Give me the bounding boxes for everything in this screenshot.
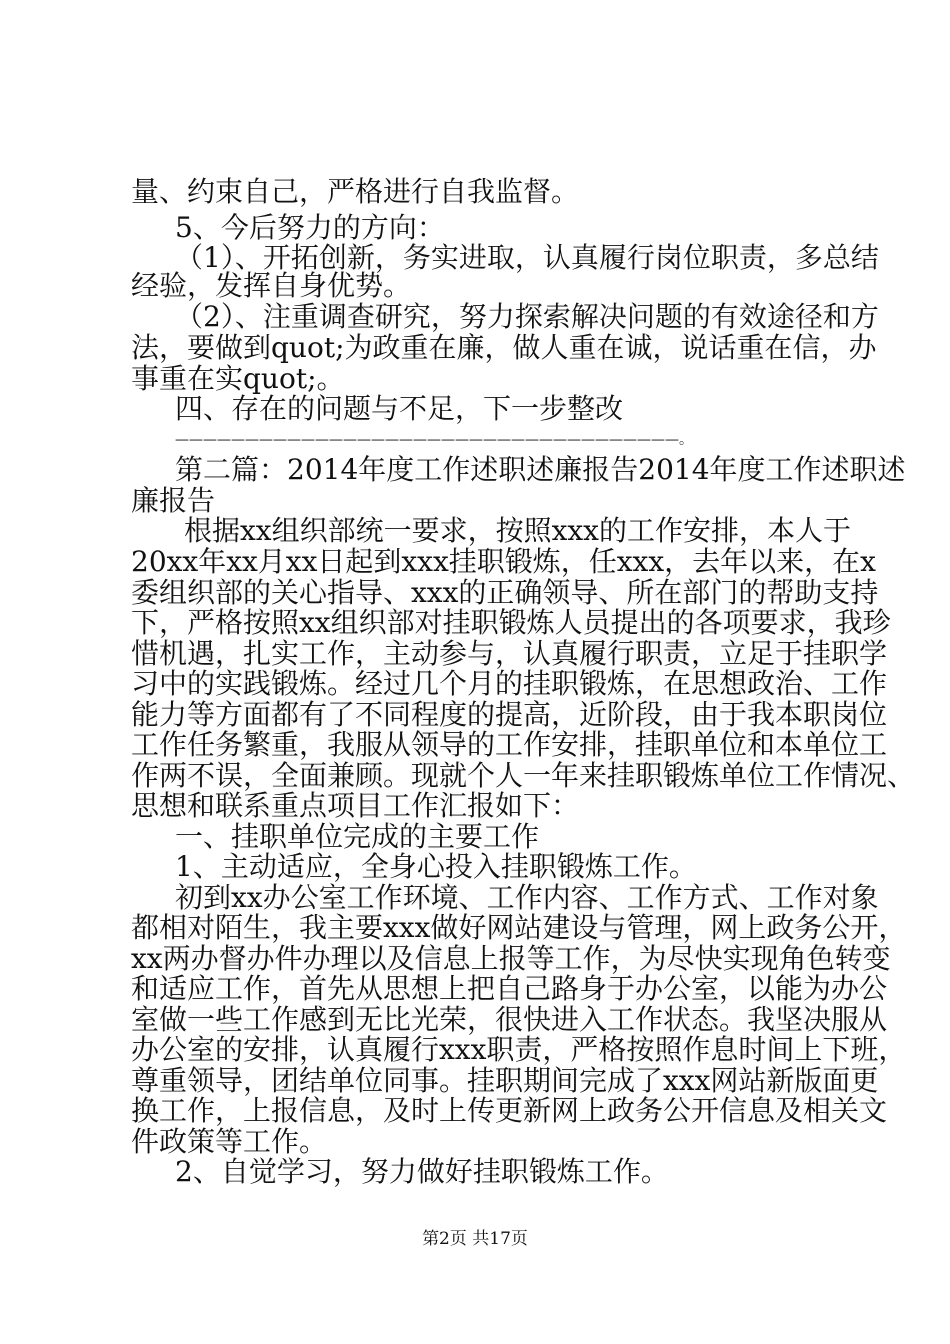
paragraph-line: 初到xx办公室工作环境、工作内容、工作方式、工作对象: [175, 881, 879, 914]
paragraph-line: 20xx年xx月xx日起到xxx挂职锻炼，任xxx，去年以来，在x: [131, 545, 876, 578]
chapter-title: 第二篇：2014年度工作述职述廉报告2014年度工作述职述: [175, 453, 906, 486]
paragraph-line: 尊重领导，团结单位同事。挂职期间完成了xxx网站新版面更: [131, 1064, 879, 1097]
paragraph-line: 下，严格按照xx组织部对挂职锻炼人员提出的各项要求，我珍: [131, 606, 891, 639]
paragraph-line: 法，要做到quot;为政重在廉，做人重在诚，说话重在信，办: [131, 331, 877, 364]
chapter-title: 廉报告: [131, 484, 216, 517]
paragraph-line: 事重在实quot;。: [131, 362, 345, 395]
paragraph-line: （1）、开拓创新，务实进取，认真履行岗位职责，多总结: [175, 241, 879, 274]
paragraph-line: 量、约束自己，严格进行自我监督。: [131, 175, 580, 208]
section-heading: 四、存在的问题与不足，下一步整改: [175, 392, 624, 425]
paragraph-line: 都相对陌生，我主要xxx做好网站建设与管理，网上政务公开，: [131, 911, 907, 944]
section-heading: 1、主动适应，全身心投入挂职锻炼工作。: [175, 850, 697, 883]
section-heading: 一、挂职单位完成的主要工作: [175, 820, 540, 853]
paragraph-line: （2）、注重调查研究，努力探索解决问题的有效途径和方: [175, 300, 879, 333]
page-footer: 第2页 共17页: [422, 1229, 528, 1249]
paragraph-line: 根据xx组织部统一要求，按照xxx的工作安排，本人于: [184, 514, 851, 547]
paragraph-line: 换工作，上报信息，及时上传更新网上政务公开信息及相关文: [131, 1094, 888, 1127]
paragraph-line: 作两不误，全面兼顾。现就个人一年来挂职锻炼单位工作情况、: [131, 759, 916, 792]
paragraph-line: 能力等方面都有了不同程度的提高，近阶段，由于我本职岗位: [131, 698, 888, 731]
paragraph-line: 和适应工作，首先从思想上把自己路身于办公室，以能为办公: [131, 972, 888, 1005]
paragraph-line: 件政策等工作。: [131, 1125, 328, 1158]
paragraph-line: 工作任务繁重，我服从领导的工作安排，挂职单位和本单位工: [131, 728, 888, 761]
dash-line: ————————————————————————————————————。: [175, 432, 693, 448]
paragraph-line: 室做一些工作感到无比光荣，很快进入工作状态。我坚决服从: [131, 1003, 888, 1036]
paragraph-line: xx两办督办件办理以及信息上报等工作，为尽快实现角色转变: [131, 942, 891, 975]
paragraph-line: 思想和联系重点项目工作汇报如下：: [131, 789, 580, 822]
paragraph-line: 习中的实践锻炼。经过几个月的挂职锻炼，在思想政治、工作: [131, 667, 888, 700]
paragraph-line: 办公室的安排，认真履行xxx职责，严格按照作息时间上下班，: [131, 1033, 907, 1066]
paragraph-line: 惜机遇，扎实工作，主动参与，认真履行职责，立足于挂职学: [131, 637, 888, 670]
paragraph-line: 委组织部的关心指导、xxx的正确领导、所在部门的帮助支持: [131, 576, 879, 609]
paragraph-line: 经验，发挥自身优势。: [131, 269, 412, 302]
paragraph-line: 5、今后努力的方向：: [175, 211, 445, 244]
section-heading: 2、自觉学习，努力做好挂职锻炼工作。: [175, 1155, 669, 1188]
